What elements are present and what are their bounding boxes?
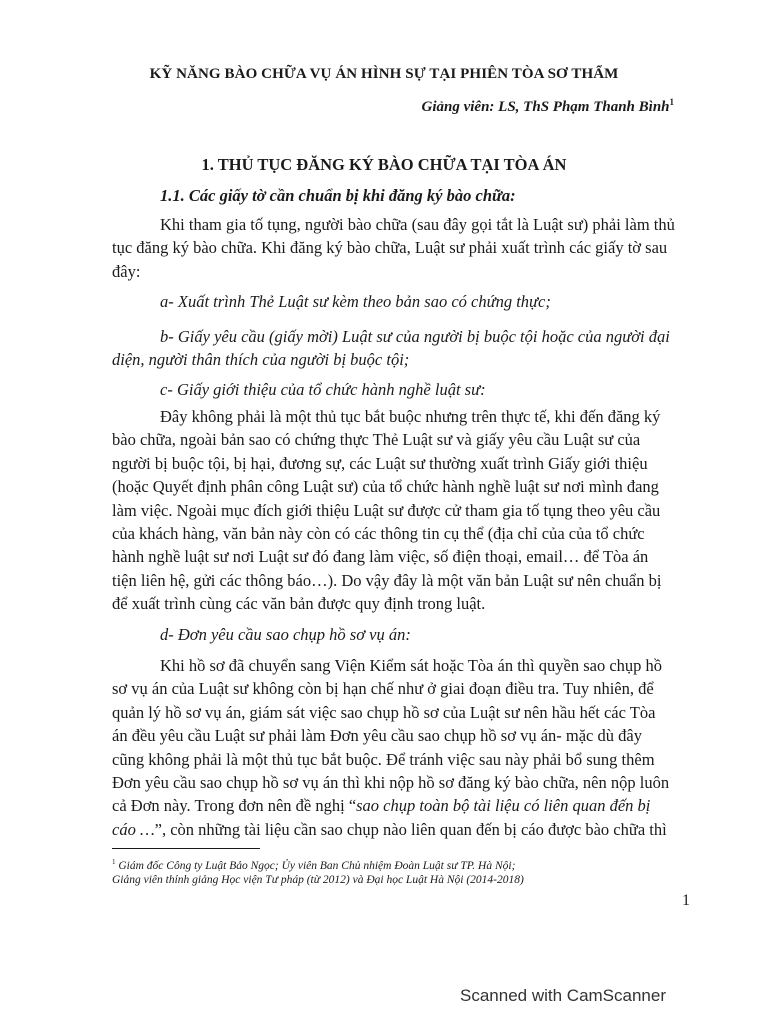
paragraph-line: đây: [112, 261, 141, 281]
list-item-c: c- Giấy giới thiệu của tổ chức hành nghề luật sư: [160, 380, 486, 399]
paragraph-line: bào chữa, ngoài bản sao có chứng thực Thẻ Luật sư và giấy yêu cầu Luật sư của [112, 430, 641, 450]
paragraph-line: của khách hàng, văn bản này còn có các thông tin cụ thể (địa chỉ của của tổ chức [112, 524, 645, 544]
quoted-request-text: cáo … [112, 819, 155, 839]
list-item-d: d- Đơn yêu cầu sao chụp hồ sơ vụ án: [160, 625, 411, 644]
footnote [112, 855, 524, 888]
paragraph-line [112, 818, 698, 841]
paragraph-line: Khi tham gia tố tụng, người bào chữa (sau đây gọi tắt là Luật sư) phải làm thủ [160, 215, 675, 234]
section-heading: 1. THỦ TỤC ĐĂNG KÝ BÀO CHỮA TẠI TÒA ÁN [201, 155, 567, 174]
paragraph-line: làm việc. Ngoài mục đích giới thiệu Luật sư được cử tham gia tố tụng theo yêu cầu [112, 500, 661, 520]
paragraph-intro-letter [112, 405, 698, 616]
footnote-text: Giám đốc Công ty Luật Bảo Ngọc; Ủy viên Ban Chủ nhiệm Đoàn Luật sư TP. Hà Nội; [118, 859, 516, 872]
paragraph-line: Đây không phải là một thủ tục bắt buộc nhưng trên thực tế, khi đến đăng ký [160, 407, 661, 426]
footnote-divider [112, 848, 260, 849]
scanner-watermark: Scanned with CamScanner [460, 986, 667, 1005]
list-item-b [112, 325, 698, 372]
footnote-line: Giảng viên thỉnh giảng Học viện Tư pháp (từ 2012) và Đại học Luật Hà Nội (2014-2018) [112, 874, 524, 887]
subsection-heading: 1.1. Các giấy tờ cần chuẩn bị khi đăng ký bào chữa: [160, 186, 516, 205]
text-run: cả Đơn này. Trong đơn nên đề nghị “ [112, 796, 357, 816]
paragraph-copy-request [112, 654, 698, 841]
paragraph-line: Đơn yêu cầu sao chụp hồ sơ vụ án thì khi nộp hồ sơ đăng ký bào chữa, nên nộp luôn [112, 773, 670, 793]
lecturer-name: Giảng viên: LS, ThS Phạm Thanh Bình [421, 99, 670, 115]
paragraph-line: hành nghề luật sư nơi Luật sư đó đang làm việc, số điện thoại, email… để Tòa án [112, 547, 649, 567]
paragraph-line: sơ vụ án của Luật sư không còn bị hạn chế như ở giai đoạn điều tra. Tuy nhiên, để [112, 679, 654, 699]
paragraph-line: để xuất trình cùng các văn bản được quy định trong luật. [112, 594, 486, 614]
paragraph-line: (hoặc Quyết định phân công Luật sư) của tổ chức hành nghề luật sư nơi mình đang [112, 477, 659, 497]
lecturer-footnote-marker: 1 [669, 97, 674, 107]
paragraph-line: Khi hồ sơ đã chuyển sang Viện Kiểm sát hoặc Tòa án thì quyền sao chụp hồ [160, 656, 663, 675]
list-item-line: diện, người thân thích của người bị buộc tội; [112, 350, 410, 370]
lecturer-line [422, 97, 674, 116]
footnote-marker: 1 [112, 858, 116, 866]
paragraph-line: cũng không phải là một thủ tục bắt buộc. Để tránh việc sau này phải bổ sung thêm [112, 749, 655, 769]
paragraph-line: tục đăng ký bào chữa. Khi đăng ký bào chữa, Luật sư phải xuất trình các giấy tờ sau [112, 238, 668, 258]
paragraph-line: quản lý hồ sơ vụ án, giám sát việc sao chụp hồ sơ của Luật sư nên hầu hết các Tòa [112, 702, 656, 722]
paragraph-line: người bị buộc tội, bị hại, đương sự, các Luật sư thường xuất trình Giấy giới thiệu [112, 453, 648, 473]
paragraph-line [112, 794, 698, 817]
paragraph-line: án đều yêu cầu Luật sư phải làm Đơn yêu cầu sao chụp hồ sơ vụ án- mặc dù đây [112, 726, 642, 746]
page-number: 1 [682, 892, 690, 909]
text-run: ”, còn những tài liệu cần sao chụp nào liên quan đến bị cáo được bào chữa thì [154, 819, 667, 839]
footnote-line [112, 855, 524, 873]
quoted-request-text: sao chụp toàn bộ tài liệu có liên quan đến bị [356, 796, 651, 816]
document-title: KỸ NĂNG BÀO CHỮA VỤ ÁN HÌNH SỰ TẠI PHIÊN TÒA SƠ THẨM [149, 66, 619, 82]
paragraph-intro [112, 213, 698, 283]
list-item-line: b- Giấy yêu cầu (giấy mời) Luật sư của người bị buộc tội hoặc của người đại [160, 327, 670, 346]
paragraph-line: tiện liên hệ, gửi các thông báo…). Do vậy đây là một văn bản Luật sư nên chuẩn bị [112, 570, 662, 590]
list-item-a: a- Xuất trình Thẻ Luật sư kèm theo bản sao có chứng thực; [160, 292, 551, 311]
